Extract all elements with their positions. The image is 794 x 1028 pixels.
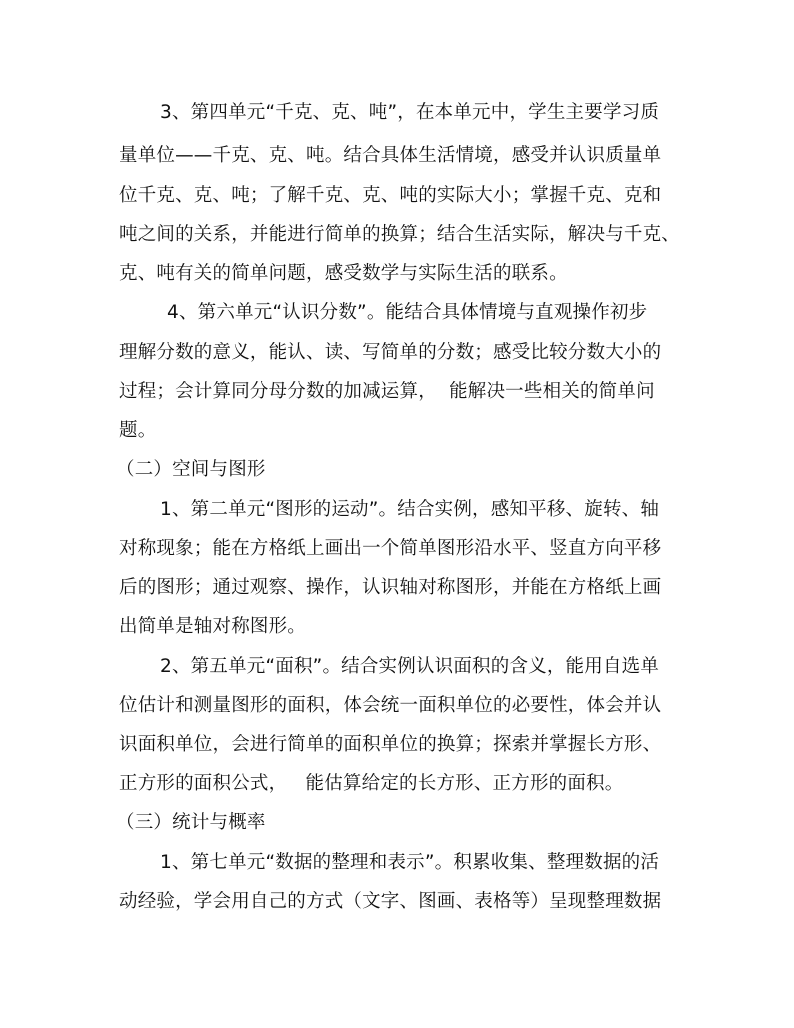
paragraph-line: 克、吨有关的简单问题，感受数学与实际生活的联系。 [119, 263, 568, 284]
paragraph-line: 后的图形；通过观察、操作，认识轴对称图形，并能在方格纸上画 [119, 577, 662, 598]
paragraph-line: 1、第七单元“数据的整理和表示”。积累收集、整理数据的活 [160, 852, 660, 873]
paragraph-line: 识面积单位，会进行简单的面积单位的换算；探索并掌握长方形、 [119, 734, 662, 755]
paragraph-line: 动经验，学会用自己的方式（文字、图画、表格等）呈现整理数据 [119, 891, 662, 912]
paragraph-line: 理解分数的意义，能认、读、写简单的分数；感受比较分数大小的 [119, 342, 662, 363]
paragraph-line: 2、第五单元“面积”。结合实例认识面积的含义，能用自选单 [160, 656, 660, 677]
paragraph-line: 过程；会计算同分母分数的加减运算， 能解决一些相关的简单问 [119, 381, 655, 402]
paragraph-line: 出简单是轴对称图形。 [119, 616, 307, 637]
paragraph-line: 4、第六单元“认识分数”。能结合具体情境与直观操作初步 [167, 302, 648, 323]
section-heading: （二）空间与图形 [116, 459, 266, 480]
paragraph-line: 1、第二单元“图形的运动”。结合实例，感知平移、旋转、轴 [160, 499, 660, 520]
paragraph-line: 正方形的面积公式， 能估算给定的长方形、正方形的面积。 [119, 773, 624, 794]
paragraph-line: 位千克、克、吨；了解千克、克、吨的实际大小；掌握千克、克和 [119, 185, 662, 206]
paragraph-line: 3、第四单元“千克、克、吨”，在本单元中，学生主要学习质 [160, 102, 660, 123]
paragraph-line: 对称现象；能在方格纸上画出一个简单图形沿水平、竖直方向平移 [119, 538, 662, 559]
paragraph-line: 吨之间的关系，并能进行简单的换算；结合生活实际，解决与千克、 [119, 224, 681, 245]
paragraph-line: 题。 [119, 420, 157, 441]
paragraph-line: 量单位——千克、克、吨。结合具体生活情境，感受并认识质量单 [119, 145, 662, 166]
paragraph-line: 位估计和测量图形的面积，体会统一面积单位的必要性，体会并认 [119, 695, 662, 716]
section-heading: （三）统计与概率 [116, 812, 266, 833]
